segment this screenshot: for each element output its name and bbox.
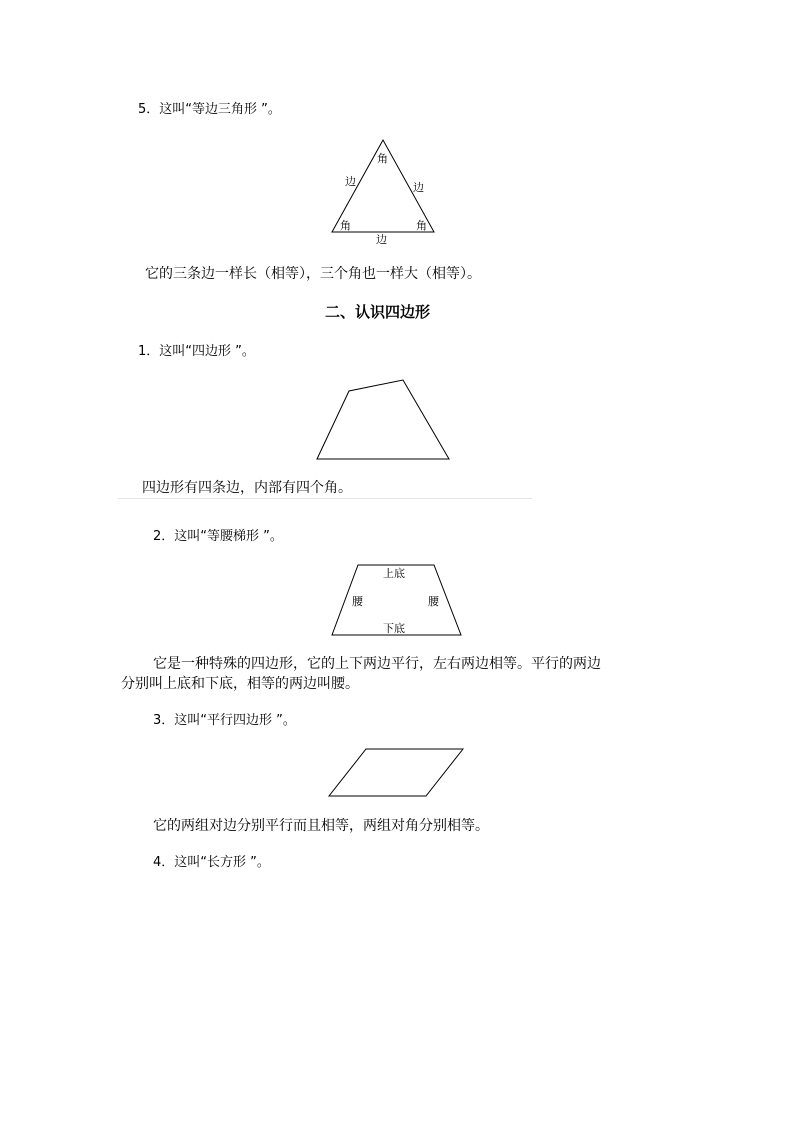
parallelogram [329,749,463,796]
left-side-label: 边 [345,175,356,188]
section-heading: 二、认识四边形 [325,303,431,321]
q3-title: 3．这叫“平行四边形 ”。 [153,713,296,728]
q2-description-line1: 它是一种特殊的四边形，它的上下两边平行，左右两边相等。平行的两边 [153,656,601,672]
q4-title: 4．这叫“长方形 ”。 [153,855,270,870]
q3-description: 它的两组对边分别平行而且相等，两组对角分别相等。 [153,818,489,834]
q1-description: 四边形有四条边，内部有四个角。 [142,480,352,496]
left-leg-label: 腰 [352,595,363,608]
bottom-base-label: 下底 [383,622,405,635]
right-leg-label: 腰 [428,595,439,608]
top-angle-label: 角 [377,152,388,165]
right-angle-label: 角 [416,219,427,232]
divider [118,498,532,499]
right-side-label: 边 [413,181,424,194]
section5-title: 5．这叫“等边三角形 ”。 [138,102,281,117]
bottom-side-label: 边 [376,233,387,246]
left-angle-label: 角 [340,219,351,232]
q1-title: 1．这叫“四边形 ”。 [138,344,255,359]
section5-description: 它的三条边一样长（相等），三个角也一样大（相等）。 [145,266,481,282]
q2-description-line2: 分别叫上底和下底，相等的两边叫腰。 [121,676,359,692]
quadrilateral [317,380,449,459]
q2-title: 2．这叫“等腰梯形 ”。 [153,529,283,544]
top-base-label: 上底 [383,567,405,580]
